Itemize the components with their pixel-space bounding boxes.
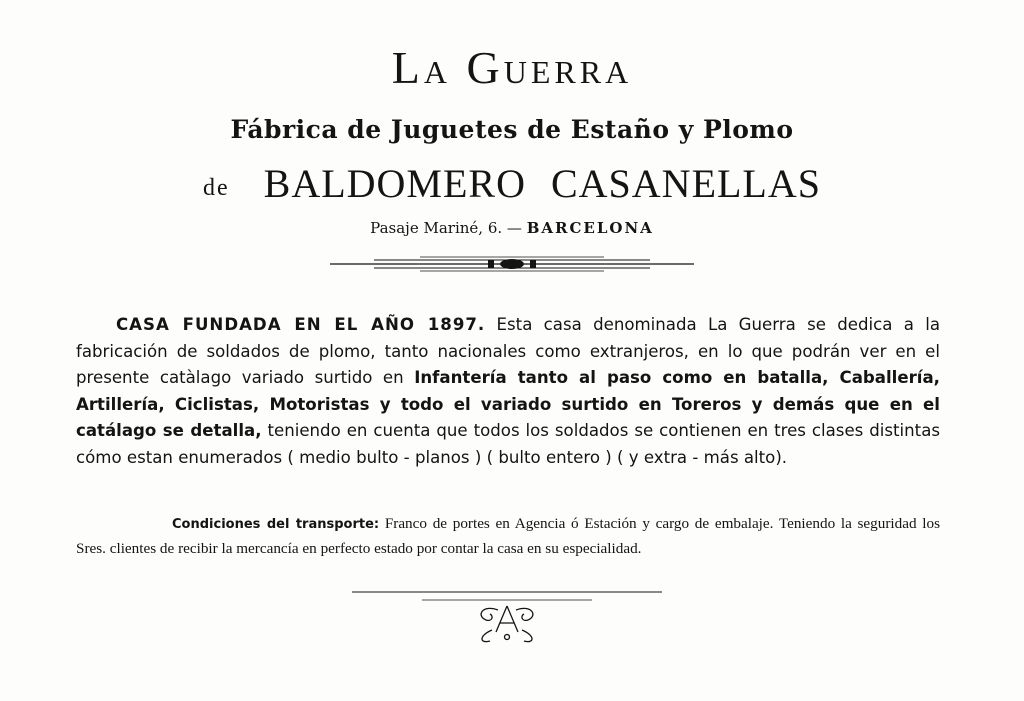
address-line <box>0 216 1024 240</box>
description-bold: Infantería tanto al paso como en batalla, Caballería, Artillería, Ciclistas, Motoristas y todo el variado surtido en Toreros y demás que en el catálago se detalla, <box>76 368 940 440</box>
monogram-ornament <box>352 586 662 646</box>
founding-statement: CASA FUNDADA EN EL AÑO 1897. <box>116 315 486 334</box>
divider-ornament <box>330 252 694 276</box>
owner-prefix: de <box>202 175 230 201</box>
address-street: Pasaje Mariné, 6. — <box>370 219 522 237</box>
conditions-label: Condiciones del transporte: <box>172 517 380 532</box>
owner-line <box>0 158 1024 219</box>
page-title: La Guerra <box>391 42 633 93</box>
description-text-1: Esta casa denominada La Guerra se dedica a la fabricación de soldados de plomo, tanto nacionales como extranjeros, en lo que podrán ver en el presente catàlago variado surtido en <box>76 315 940 387</box>
description-paragraph <box>76 312 940 471</box>
conditions-text: Franco de portes en Agencia ó Estación y cargo de embalaje. Teniendo la seguridad los Sres. clientes de recibir la mercancía en perfecto estado por contar la casa en su especialidad. <box>76 515 940 557</box>
description-text-2: teniendo en cuenta que todos los soldados se contienen en tres clases distintas cómo estan enumerados ( medio bulto - planos ) ( bulto entero ) ( y extra - más alto). <box>76 421 941 467</box>
transport-conditions <box>76 512 940 561</box>
address-city: BARCELONA <box>526 219 654 237</box>
subtitle: Fábrica de Juguetes de Estaño y Plomo <box>230 115 794 144</box>
owner-name: BALDOMERO CASANELLAS <box>263 161 821 206</box>
